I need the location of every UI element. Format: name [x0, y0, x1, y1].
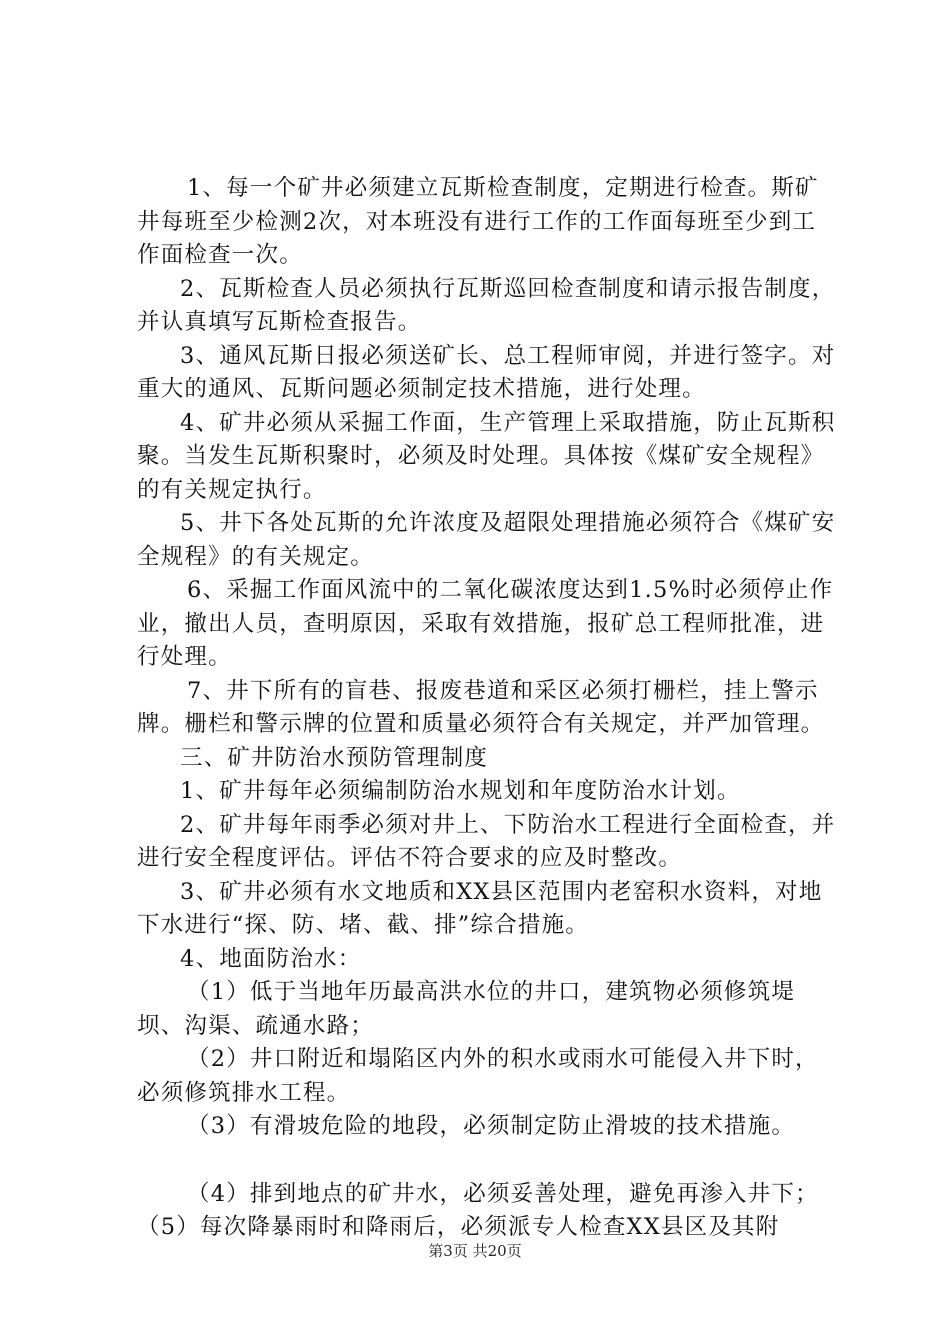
paragraph: 2、矿井每年雨季必须对井上、下防治水工程进行全面检查，并进行安全程度评估。评估不符合要求的应及时整改。: [137, 811, 836, 871]
paragraph: 三、矿井防治水预防管理制度: [180, 744, 489, 771]
paragraph-group: [137, 172, 837, 1144]
paragraph: 3、通风瓦斯日报必须送矿长、总工程师审阅，并进行签字。对重大的通风、瓦斯问题必须制定技术措施，进行处理。: [137, 342, 836, 402]
paragraph: 2、瓦斯检查人员必须执行瓦斯巡回检查制度和请示报告制度，并认真填写瓦斯检查报告。: [137, 275, 836, 335]
paragraph: （4）排到地点的矿井水，必须妥善处理，避免再渗入井下；: [187, 1180, 819, 1207]
paragraph: 1、每一个矿井必须建立瓦斯检查制度，定期进行检查。斯矿井每班至少检测2次，对本班没有进行工作的工作面每班至少到工作面检查一次。: [137, 175, 819, 268]
paragraph: （3）有滑坡危险的地段，必须制定防止滑坡的技术措施。: [187, 1113, 796, 1139]
paragraph: 6、采掘工作面风流中的二氧化碳浓度达到1.5%时必须停止作业，撤出人员，查明原因，采取有效措施，报矿总工程师批准，进行处理。: [137, 577, 834, 670]
paragraph-gap: [137, 1144, 837, 1178]
paragraph: （5）每次降暴雨时和降雨后，必须派专人检查XX县区及其附: [137, 1214, 780, 1240]
paragraph: 3、矿井必须有水文地质和XX县区范围内老窑积水资料，对地下水进行“探、防、堵、截、排”综合措施。: [137, 878, 823, 938]
paragraph: 1、矿井每年必须编制防治水规划和年度防治水计划。: [180, 778, 741, 804]
paragraph: 7、井下所有的盲巷、报废巷道和采区必须打栅栏，挂上警示牌。栅栏和警示牌的位置和质量必须符合有关规定，并严加管理。: [137, 677, 825, 737]
paragraph: 4、矿井必须从采掘工作面，生产管理上采取措施，防止瓦斯积聚。当发生瓦斯积聚时，必须及时处理。具体按《煤矿安全规程》的有关规定执行。: [137, 409, 836, 503]
paragraph: 5、井下各处瓦斯的允许浓度及超限处理措施必须符合《煤矿安全规程》的有关规定。: [137, 510, 836, 570]
paragraph: 4、地面防治水：: [180, 945, 362, 972]
paragraph: （1）低于当地年历最高洪水位的井口，建筑物必须修筑堤坝、沟渠、疏通水路；: [137, 979, 796, 1039]
document-body: [137, 172, 837, 1245]
paragraph: （2）井口附近和塌陷区内外的积水或雨水可能侵入井下时，必须修筑排水工程。: [137, 1046, 819, 1106]
page-footer: 第3页 共20页: [428, 1242, 522, 1260]
paragraph-group-tail: [137, 1178, 837, 1245]
